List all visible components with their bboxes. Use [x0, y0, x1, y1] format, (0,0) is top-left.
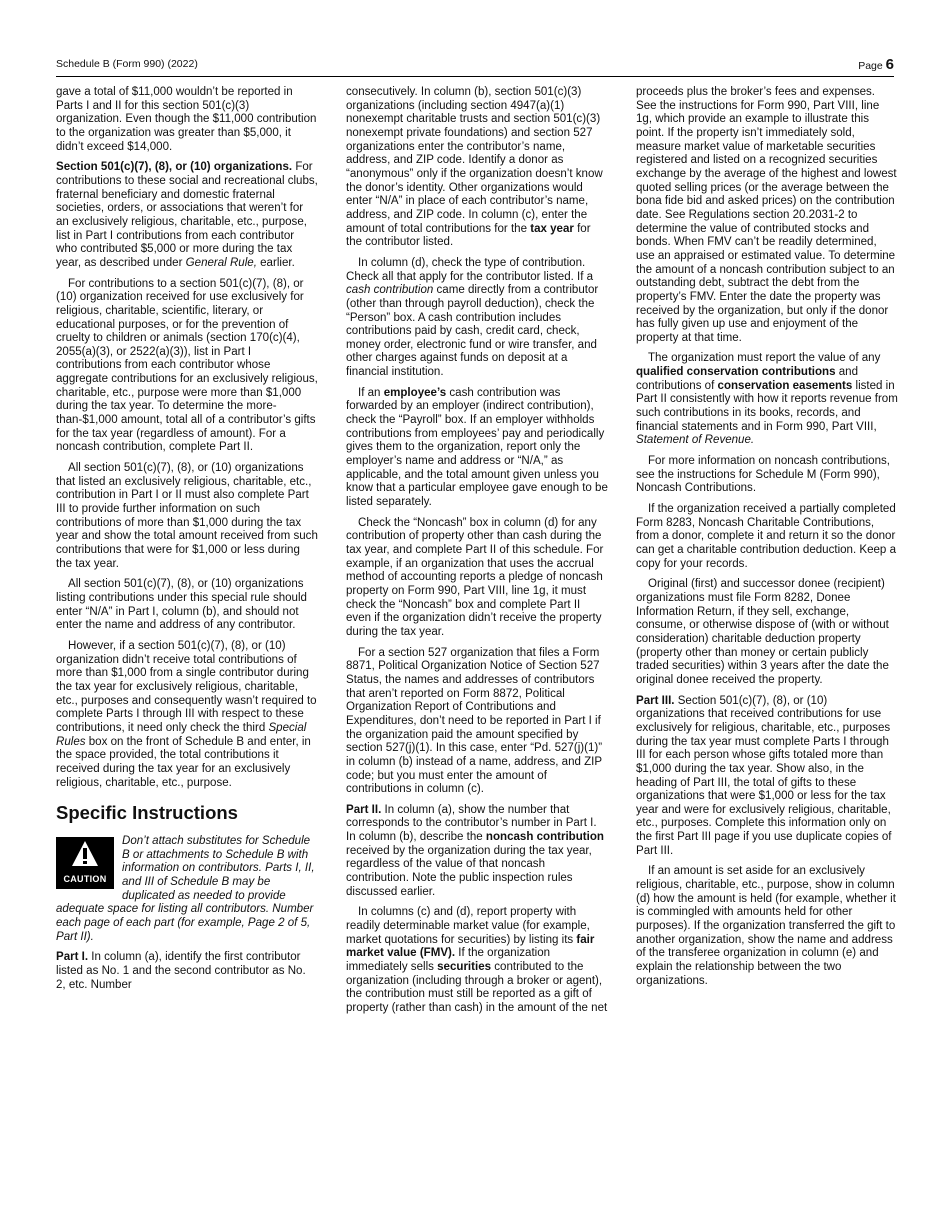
- column-1: [56, 86, 318, 999]
- header-rule: [56, 76, 894, 77]
- text: listed in Part II consistently with how it reports revenue from such contributions in its books, records, and financial statements and in Form 990, Part VIII,: [636, 379, 898, 433]
- page-label: Page: [858, 60, 883, 72]
- text: Section 501(c)(7), (8), or (10) organizations that received contributions for use exclusively for religious, charitable, etc., purposes during the tax year must complete Parts I through III for each person whose gifts totaled more than $1,000 during the tax year. Show also, in the heading of Part III, the total of gifts to these organizations that were $1,000 or less for the tax year and were for exclusively religious, charitable, etc., purposes. Complete this information only on the first Part III page if you use duplicate copies of Part III.: [636, 694, 892, 857]
- paragraph: [346, 257, 608, 380]
- paragraph: [346, 86, 608, 250]
- column-2: [346, 86, 608, 1023]
- paragraph: Original (first) and successor donee (recipient) organizations must file Form 8282, Donee Information Return, if they sell, exchange, consume, or otherwise dispose of (with or without consideration) charitable deduction property (property other than money or certain publicly traded securities) within 3 years after the date the original donee received the property.: [636, 578, 889, 686]
- text: If the organization immediately sells: [346, 947, 551, 974]
- bold-text: qualified conservation contributions: [636, 366, 836, 379]
- bold-text: securities: [437, 961, 492, 974]
- warning-triangle-icon: [71, 840, 99, 868]
- bold-text: tax year: [530, 222, 574, 235]
- text: In column (d), check the type of contribution. Check all that apply for the contributor listed. If a: [346, 256, 594, 283]
- text: and contributions of: [636, 366, 859, 392]
- paragraph: All section 501(c)(7), (8), or (10) organizations listing contributions under this special rule should enter “N/A” in Part I, column (b), and should not enter the name and address of any contributor.: [56, 578, 307, 632]
- caution-note: [56, 835, 318, 944]
- text: The organization must report the value of any: [648, 352, 881, 365]
- bold-text: fair market value (FMV).: [346, 933, 595, 960]
- paragraph: [346, 906, 608, 1015]
- section-title: Specific Instructions: [56, 802, 238, 824]
- text: box on the front of Schedule B and enter, in the space provided, the total contributions it received during the tax year for an exclusively religious, charitable, etc., purpose.: [56, 735, 311, 789]
- section-heading: Part I.: [56, 951, 89, 964]
- form-title: Schedule B (Form 990) (2022): [56, 58, 198, 70]
- italic-text: General Rule,: [185, 256, 257, 269]
- section-heading: Part III.: [636, 694, 675, 707]
- text: In columns (c) and (d), report property with readily determinable market value (for example, market quotations for securities) by listing its: [346, 906, 590, 946]
- text: In column (a), show the number that corresponds to the contributor’s number in Part I. In column (b), describe the: [346, 803, 597, 844]
- paragraph: [56, 161, 318, 270]
- paragraph: [56, 951, 318, 992]
- caution-text: Don’t attach substitutes for Schedule B or attachments to Schedule B with information on contributors. Parts I, II, and III of Schedule B may be duplicated as needed to provide adequate space for listing all contributors. Number each page of each part (for example, Page 2 of 5, Part II).: [56, 835, 315, 943]
- paragraph: For more information on noncash contributions, see the instructions for Schedule M (Form 990), Noncash Contributions.: [636, 455, 890, 495]
- italic-text: Statement of Revenue.: [636, 434, 755, 447]
- paragraph: proceeds plus the broker’s fees and expenses. See the instructions for Form 990, Part VIII, line 1g, which provide an example to illustrate this point. If the property isn’t immediately sold, measure market value of marketable securities registered and listed on a recognized securities exchange by the average of the highest and lowest quoted selling prices (or the average between the bona fide bid and asked prices) on the contribution date. See Regulations section 20.2031-2 to determine the value of contributed stocks and bonds. When FMV can’t be readily determined, use an appraised or estimated value. To determine the amount of a noncash contribution subject to an outstanding debt, subtract the debt from the property’s FMV. Enter the date the property was received by the organization, but only if the donor has fully given up use and enjoyment of the property at that time.: [636, 86, 897, 344]
- text: came directly from a contributor (other than through payroll deduction), check the “Person” box. A cash contribution includes contributions paid by cash, credit card, check, money order, electronic fund or wire transfer, and other charges against funds on deposit at a financial institution.: [346, 284, 599, 379]
- bold-text: noncash contribution: [485, 831, 604, 844]
- page-indicator: [858, 56, 894, 73]
- bold-text: conservation easements: [717, 379, 853, 392]
- bold-text: employee’s: [383, 386, 447, 399]
- page-header: [56, 56, 894, 74]
- italic-text: cash contribution: [346, 284, 434, 297]
- paragraph: [636, 695, 898, 859]
- paragraph: [56, 640, 318, 790]
- caution-label: CAUTION: [63, 873, 107, 884]
- column-3: [636, 86, 898, 995]
- paragraph: [346, 804, 608, 900]
- paragraph: If the organization received a partially completed Form 8283, Noncash Charitable Contributions, from a donor, complete it and return it so the donor can get a charitable contribution deduction. Keep a copy for your records.: [636, 503, 896, 570]
- paragraph: All section 501(c)(7), (8), or (10) organizations that listed an exclusively religious, charitable, etc., contribution in Part I or II must also complete Part III to provide further information on such contributions of more than $1,000 during the tax year and show the total amount received from such contributions that were for $1,000 or less during the tax year.: [56, 462, 318, 570]
- text: consecutively. In column (b), section 501(c)(3) organizations (including section 4947(a)(1) nonexempt charitable trusts and section 501(c)(3) nonexempt private foundations) and section 527 organizations enter the contributor’s name, address, and ZIP code. Identify a donor as “anonymous” only if the organization doesn’t know the donor’s identity. Other organizations would enter “N/A” in place of each contributor’s name, address, and ZIP code. In column (c), enter the amount of total contributions for the: [346, 86, 603, 235]
- paragraph: For a section 527 organization that files a Form 8871, Political Organization Notice of Section 527 Status, the names and addresses of contributors that aren’t reported on Form 8872, Political Organization Report of Contributions and Expenditures, don’t need to be reported in Part I if the organization paid the amount specified by section 527(j)(1). In this case, enter “Pd. 527(j)(1)” in column (b) instead of a name, address, and ZIP code; but you must enter the amount of contributions in column (c).: [346, 646, 603, 796]
- text: earlier.: [256, 256, 295, 269]
- text: cash contribution was forwarded by an employer (indirect contribution), check the “Payroll” box. If an employer withholds contributions from employees’ pay and periodically gives them to the organization, report only the employer’s name and address or “N/A,” as applicable, and the total amount given unless you know that a particular employee gave enough to be listed separately.: [346, 386, 608, 509]
- paragraph: gave a total of $11,000 wouldn’t be reported in Parts I and II for this section 501(c)(3) organization. Even though the $11,000 contribution to the organization was greater than $5,000, it didn’t exceed $14,000.: [56, 86, 317, 153]
- italic-text: Special Rules: [56, 721, 307, 748]
- paragraph: [636, 352, 898, 448]
- paragraph: [346, 387, 608, 510]
- text: In column (a), identify the first contributor listed as No. 1 and the second contributor as No. 2, etc. Number: [56, 951, 306, 991]
- caution-icon: [56, 837, 114, 889]
- text: contributed to the organization (including through a broker or agent), the contribution must still be reported as a gift of property (rather than cash) in the amount of the net: [346, 961, 608, 1014]
- text: received by the organization during the tax year, regardless of the value of that noncash contribution. Note the public inspection rules discussed earlier.: [346, 844, 592, 898]
- section-heading: Part II.: [346, 803, 382, 816]
- paragraph: Check the “Noncash” box in column (d) for any contribution of property other than cash during the tax year, and complete Part II of this schedule. For example, if an organization that uses the accrual method of accounting reports a pledge of noncash property on Form 990, Part VIII, line 1g, it must check the “Noncash” box and complete Part II even if the organization didn’t receive the property during the tax year.: [346, 516, 604, 638]
- paragraph: For contributions to a section 501(c)(7), (8), or (10) organization received for use exclusively for religious, charitable, scientific, literary, or educational purposes, or for the prevention of cruelty to children or animals (section 170(c)(4), 2055(a)(3), or 2522(a)(3)), list in Part I contributions from each contributor whose aggregate contributions for an exclusively religious, charitable, etc., purpose were more than $1,000 during the tax year. To determine the more-than-$1,000 amount, total all of a contributor’s gifts for the tax year (regardless of amount). For a noncash contribution, complete Part II.: [56, 277, 318, 454]
- page-number: 6: [885, 56, 894, 73]
- text: For contributions to these social and recreational clubs, fraternal beneficiary and domestic fraternal societies, orders, or associations that weren’t for an exclusively religious, charitable, etc., purpose, list in Part I contributions from each contributor who contributed $5,000 or more during the tax year, as described under: [56, 161, 318, 269]
- paragraph: If an amount is set aside for an exclusively religious, charitable, etc., purpose, show in column (d) how the amount is held (for example, whether it is commingled with amounts held for other purposes). If the organization transferred the gift to another organization, show the name and address of the transferee organization in column (e) and explain the relationship between the two organizations.: [636, 865, 896, 987]
- section-heading: Section 501(c)(7), (8), or (10) organizations.: [56, 161, 293, 174]
- text: If an: [358, 386, 384, 399]
- text: for the contributor listed.: [346, 222, 591, 249]
- text: However, if a section 501(c)(7), (8), or (10) organization didn’t receive total contributions of more than $1,000 from a single contributor during the tax year for exclusively religious, charitable, etc., purposes and consequently wasn’t required to complete Parts I through III with respect to these contributions, it need only check the third: [56, 639, 317, 734]
